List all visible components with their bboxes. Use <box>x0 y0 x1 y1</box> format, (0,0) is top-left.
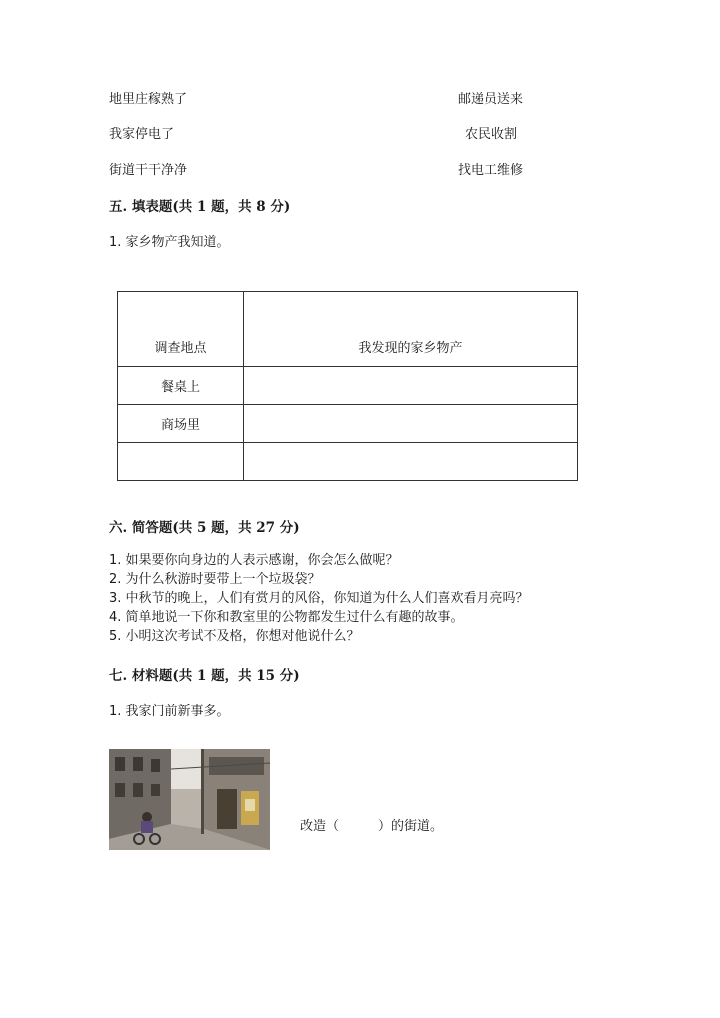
match-left-1: 地里庄稼熟了 <box>109 92 188 107</box>
header-location: 调查地点 <box>118 292 244 367</box>
match-left-2: 我家停电了 <box>109 127 175 142</box>
section7-question: 1. 我家门前新事多。 <box>109 704 230 719</box>
row-answer[interactable] <box>244 443 578 481</box>
photo-caption: 改造（ ）的街道。 <box>300 819 444 834</box>
row-location: 商场里 <box>118 405 244 443</box>
row-answer[interactable] <box>244 405 578 443</box>
table-row <box>118 405 578 443</box>
section5-question: 1. 家乡物产我知道。 <box>109 235 230 250</box>
survey-table <box>117 291 578 481</box>
list-item: 3. 中秋节的晚上，人们有赏月的风俗，你知道为什么人们喜欢看月亮吗？ <box>109 591 529 606</box>
table-row <box>118 367 578 405</box>
match-right-2: 农民收割 <box>465 127 518 142</box>
section6-heading: 六. 简答题(共 5 题，共 27 分) <box>109 520 300 536</box>
section5-heading: 五. 填表题(共 1 题，共 8 分) <box>109 199 291 215</box>
row-location[interactable] <box>118 443 244 481</box>
row-answer[interactable] <box>244 367 578 405</box>
table-row <box>118 443 578 481</box>
question-list <box>109 551 529 646</box>
match-left-3: 街道干干净净 <box>109 163 188 178</box>
section7-heading: 七. 材料题(共 1 题，共 15 分) <box>109 668 300 684</box>
row-location: 餐桌上 <box>118 367 244 405</box>
header-products: 我发现的家乡物产 <box>244 292 578 367</box>
table-header-row <box>118 292 578 367</box>
list-item: 1. 如果要你向身边的人表示感谢，你会怎么做呢？ <box>109 553 399 568</box>
street-photo <box>109 749 270 850</box>
list-item: 4. 简单地说一下你和教室里的公物都发生过什么有趣的故事。 <box>109 610 464 625</box>
list-item: 2. 为什么秋游时要带上一个垃圾袋？ <box>109 572 321 587</box>
match-right-3: 找电工维修 <box>458 163 524 178</box>
list-item: 5. 小明这次考试不及格，你想对他说什么？ <box>109 629 360 644</box>
match-right-1: 邮递员送来 <box>458 92 524 107</box>
